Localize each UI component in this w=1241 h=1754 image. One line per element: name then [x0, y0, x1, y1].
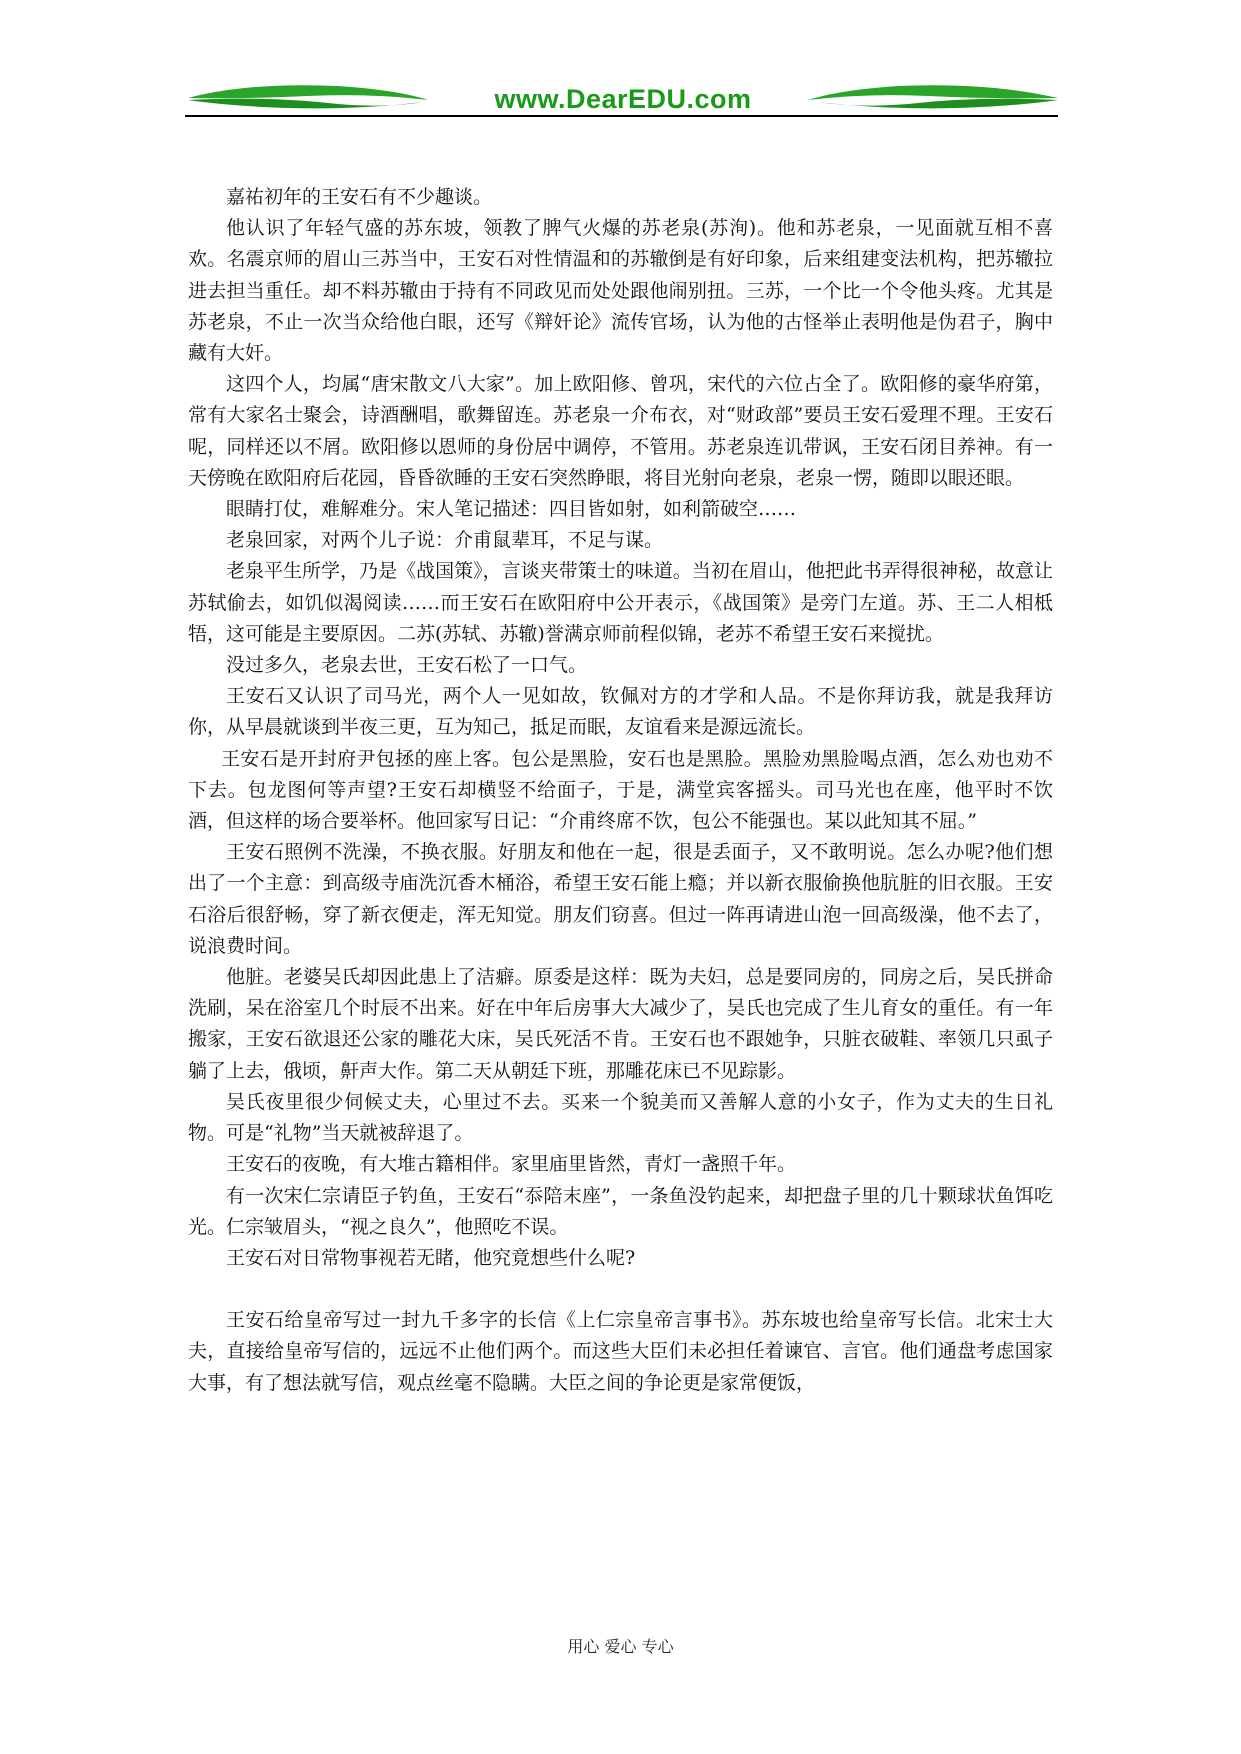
page-footer: 用心 爱心 专心: [567, 1637, 674, 1656]
paragraph: 他认识了年轻气盛的苏东坡，领教了脾气火爆的苏老泉(苏洵)。他和苏老泉，一见面就互相不喜欢。名震京师的眉山三苏当中，王安石对性情温和的苏辙倒是有好印象，后来组建变法机构，把苏辙拉进去担当重任。却不料苏辙由于持有不同政见而处处跟他闹别扭。三苏，一个比一个令他头疼。尤其是苏老泉，不止一次当众给他白眼，还写《辩奸论》流传官场，认为他的古怪举止表明他是伪君子，胸中藏有大奸。: [188, 217, 1053, 365]
paragraph: 王安石是开封府尹包拯的座上客。包公是黑脸，安石也是黑脸。黑脸劝黑脸喝点酒，怎么劝也劝不下去。包龙图何等声望?王安石却横竖不给面子，于是，满堂宾客摇头。司马光也在座，他平时不饮酒，但这样的场合要举杯。他回家写日记：“介甫终席不饮，包公不能强也。某以此知其不屈。”: [188, 747, 1053, 833]
article-body: [188, 182, 1053, 1399]
paragraph: 老泉平生所学，乃是《战国策》，言谈夹带策士的味道。当初在眉山，他把此书弄得很神秘，故意让苏轼偷去，如饥似渴阅读……而王安石在欧阳府中公开表示，《战国策》是旁门左道。苏、王二人相柢牾，这可能是主要原因。二苏(苏轼、苏辙)誉满京师前程似锦，老苏不希望王安石来搅扰。: [188, 560, 1053, 645]
paragraph: 他脏。老婆吴氏却因此患上了洁癖。原委是这样：既为夫妇，总是要同房的，同房之后，吴氏拼命洗刷，呆在浴室几个时辰不出来。好在中年后房事大大减少了，吴氏也完成了生儿育女的重任。有一年搬家，王安石欲退还公家的雕花大床，吴氏死活不肯。王安石也不跟她争，只脏衣破鞋、率领几只虱子躺了上去，俄顷，鼾声大作。第二天从朝廷下班，那雕花床已不见踪影。: [188, 966, 1053, 1082]
paragraph: 王安石给皇帝写过一封九千多字的长信《上仁宗皇帝言事书》。苏东坡也给皇帝写长信。北宋士大夫，直接给皇帝写信的，远远不止他们两个。而这些大臣们未必担任着谏官、言官。他们通盘考虑国家大事，有了想法就写信，观点丝毫不隐瞒。大臣之间的争论更是家常便饭，: [188, 1309, 1053, 1394]
site-name: www.DearEDU.com: [494, 84, 752, 114]
paragraph: 眼睛打仗，难解难分。宋人笔记描述：四目皆如射，如利箭破空……: [226, 498, 797, 521]
site-header-banner: [188, 78, 1058, 118]
header-divider: [185, 115, 1058, 117]
paragraph: 老泉回家，对两个儿子说：介甫鼠辈耳，不足与谋。: [226, 529, 664, 552]
paragraph: 王安石对日常物事视若无睹，他究竟想些什么呢?: [226, 1246, 636, 1269]
paragraph-gap: [188, 1274, 1053, 1305]
paragraph: 这四个人，均属“唐宋散文八大家”。加上欧阳修、曾巩，宋代的六位占全了。欧阳修的豪华府第，常有大家名士聚会，诗酒酬唱，歌舞留连。苏老泉一介布衣，对“财政部”要员王安石爱理不理。王安石呢，同样还以不屑。欧阳修以恩师的身份居中调停，不管用。苏老泉连讥带讽，王安石闭目养神。有一天傍晚在欧阳府后花园，昏昏欲睡的王安石突然睁眼，将目光射向老泉，老泉一愣，随即以眼还眼。: [188, 373, 1053, 489]
paragraph: 有一次宋仁宗请臣子钓鱼，王安石“忝陪末座”，一条鱼没钓起来，却把盘子里的几十颗球状鱼饵吃光。仁宗皱眉头，“视之良久”，他照吃不误。: [188, 1184, 1053, 1238]
paragraph: 吴氏夜里很少伺候丈夫，心里过不去。买来一个貌美而又善解人意的小女子，作为丈夫的生日礼物。可是“礼物”当天就被辞退了。: [188, 1090, 1053, 1145]
paragraph: 嘉祐初年的王安石有不少趣谈。: [226, 186, 493, 208]
paragraph: 王安石又认识了司马光，两个人一见如故，钦佩对方的才学和人品。不是你拜访我，就是我拜访你，从早晨就谈到半夜三更，互为知己，抵足而眠，友谊看来是源远流长。: [188, 685, 1053, 739]
paragraph: 王安石的夜晚，有大堆古籍相伴。家里庙里皆然，青灯一盏照千年。: [226, 1153, 797, 1176]
paragraph: 没过多久，老泉去世，王安石松了一口气。: [226, 654, 588, 677]
paragraph: 王安石照例不洗澡，不换衣服。好朋友和他在一起，很是丢面子，又不敢明说。怎么办呢?他们想出了一个主意：到高级寺庙洗沉香木桶浴，希望王安石能上瘾；并以新衣服偷换他肮脏的旧衣服。王安石浴后很舒畅，穿了新衣便走，浑无知觉。朋友们窃喜。但过一阵再请进山泡一回高级澡，他不去了，说浪费时间。: [188, 841, 1053, 957]
